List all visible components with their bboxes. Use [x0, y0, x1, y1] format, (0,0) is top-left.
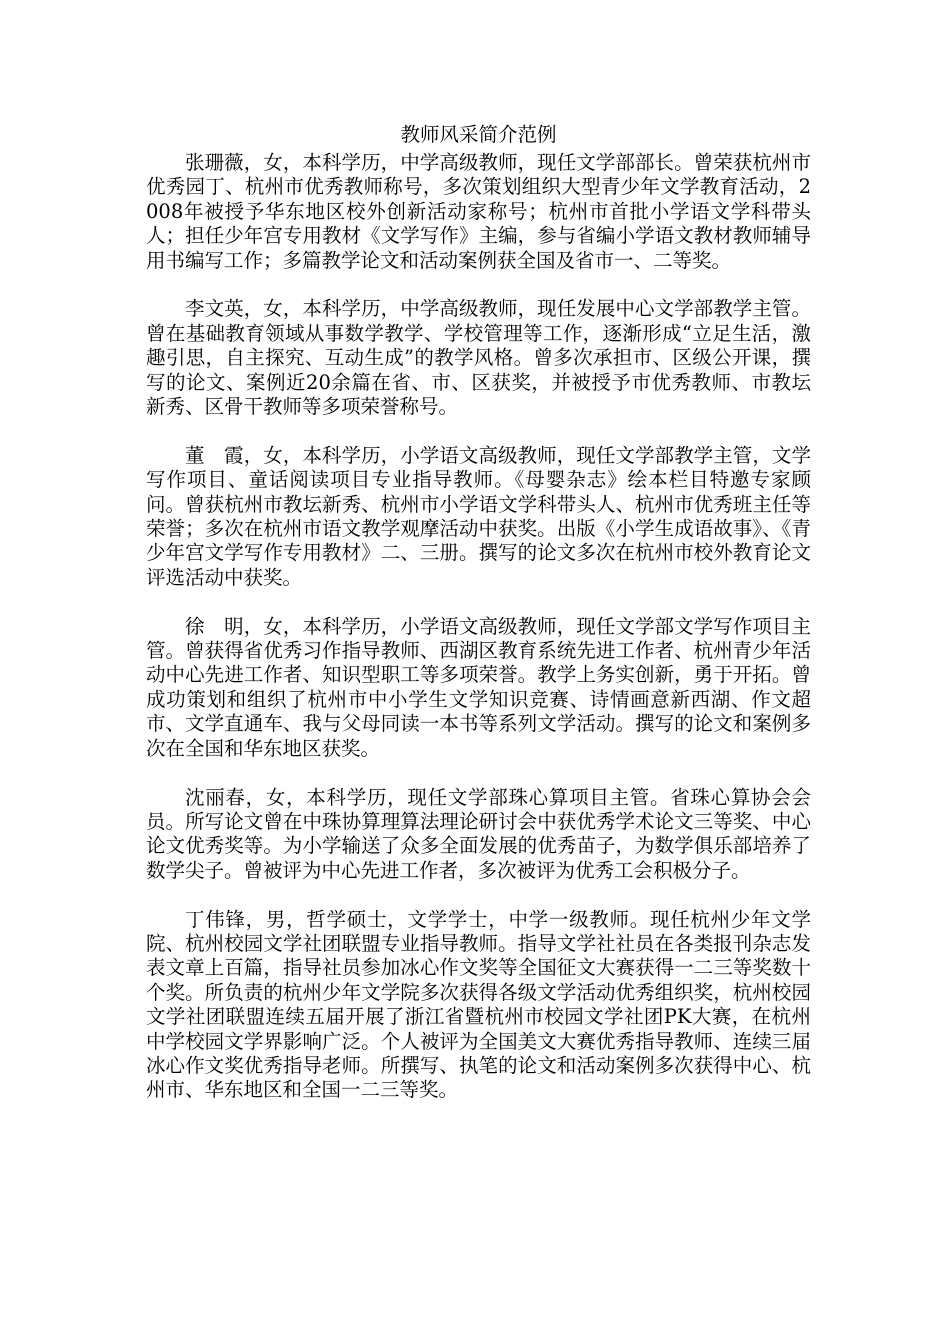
document-page — [146, 121, 811, 1127]
teacher-bio-paragraph: 沈丽春，女，本科学历，现任文学部珠心算项目主管。省珠心算协会会员。所写论文曾在中珠协算理算法理论研讨会中获优秀学术论文三等奖、中心论文优秀奖等。为小学输送了众多全面发展的优秀苗子，为数学俱乐部培养了数学尖子。曾被评为中心先进工作者，多次被评为优秀工会积极分子。 — [146, 785, 811, 882]
teacher-bio-paragraph: 丁伟锋，男，哲学硕士，文学学士，中学一级教师。现任杭州少年文学院、杭州校园文学社团联盟专业指导教师。指导文学社社员在各类报刊杂志发表文章上百篇，指导社员参加冰心作文奖等全国征文大赛获得一二三等奖数十个奖。所负责的杭州少年文学院多次获得各级文学活动优秀组织奖，杭州校园文学社团联盟连续五届开展了浙江省暨杭州市校园文学社团PK大赛，在杭州中学校园文学界影响广泛。个人被评为全国美文大赛优秀指导教师、连续三届冰心作文奖优秀指导老师。所撰写、执笔的论文和活动案例多次获得中心、杭州市、华东地区和全国一二三等奖。 — [146, 907, 811, 1102]
document-title: 教师风采简介范例 — [400, 123, 557, 146]
teacher-bio-paragraph: 董 霞，女，本科学历，小学语文高级教师，现任文学部教学主管，文学写作项目、童话阅读项目专业指导教师。《母婴杂志》绘本栏目特邀专家顾问。曾获杭州市教坛新秀、杭州市小学语文学科带头人、杭州市优秀班主任等荣誉；多次在杭州市语文教学观摩活动中获奖。出版《小学生成语故事》、《青少年宫文学写作专用教材》二、三册。撰写的论文多次在杭州市校外教育论文评选活动中获奖。 — [146, 443, 811, 589]
teacher-bio-paragraph: 张珊薇，女，本科学历，中学高级教师，现任文学部部长。曾荣获杭州市优秀园丁、杭州市优秀教师称号，多次策划组织大型青少年文学教育活动，2008年被授予华东地区校外创新活动家称号；杭州市首批小学语文学科带头人；担任少年宫专用教材《文学写作》主编，参与省编小学语文教材教师辅导用书编写工作；多篇教学论文和活动案例获全国及省市一、二等奖。 — [146, 151, 811, 272]
teacher-bio-paragraph: 李文英，女，本科学历，中学高级教师，现任发展中心文学部教学主管。曾在基础教育领域从事数学教学、学校管理等工作，逐渐形成“立足生活，激趣引思，自主探究、互动生成”的教学风格。曾多次承担市、区级公开课，撰写的论文、案例近20余篇在省、市、区获奖，并被授予市优秀教师、市教坛新秀、区骨干教师等多项荣誉称号。 — [146, 297, 811, 419]
teacher-bio-paragraph: 徐 明，女，本科学历，小学语文高级教师，现任文学部文学写作项目主管。曾获得省优秀习作指导教师、西湖区教育系统先进工作者、杭州青少年活动中心先进工作者、知识型职工等多项荣誉。教学上务实创新，勇于开拓。曾成功策划和组织了杭州市中小学生文学知识竞赛、诗情画意新西湖、作文超市、文学直通车、我与父母同读一本书等系列文学活动。撰写的论文和案例多次在全国和华东地区获奖。 — [146, 614, 811, 760]
